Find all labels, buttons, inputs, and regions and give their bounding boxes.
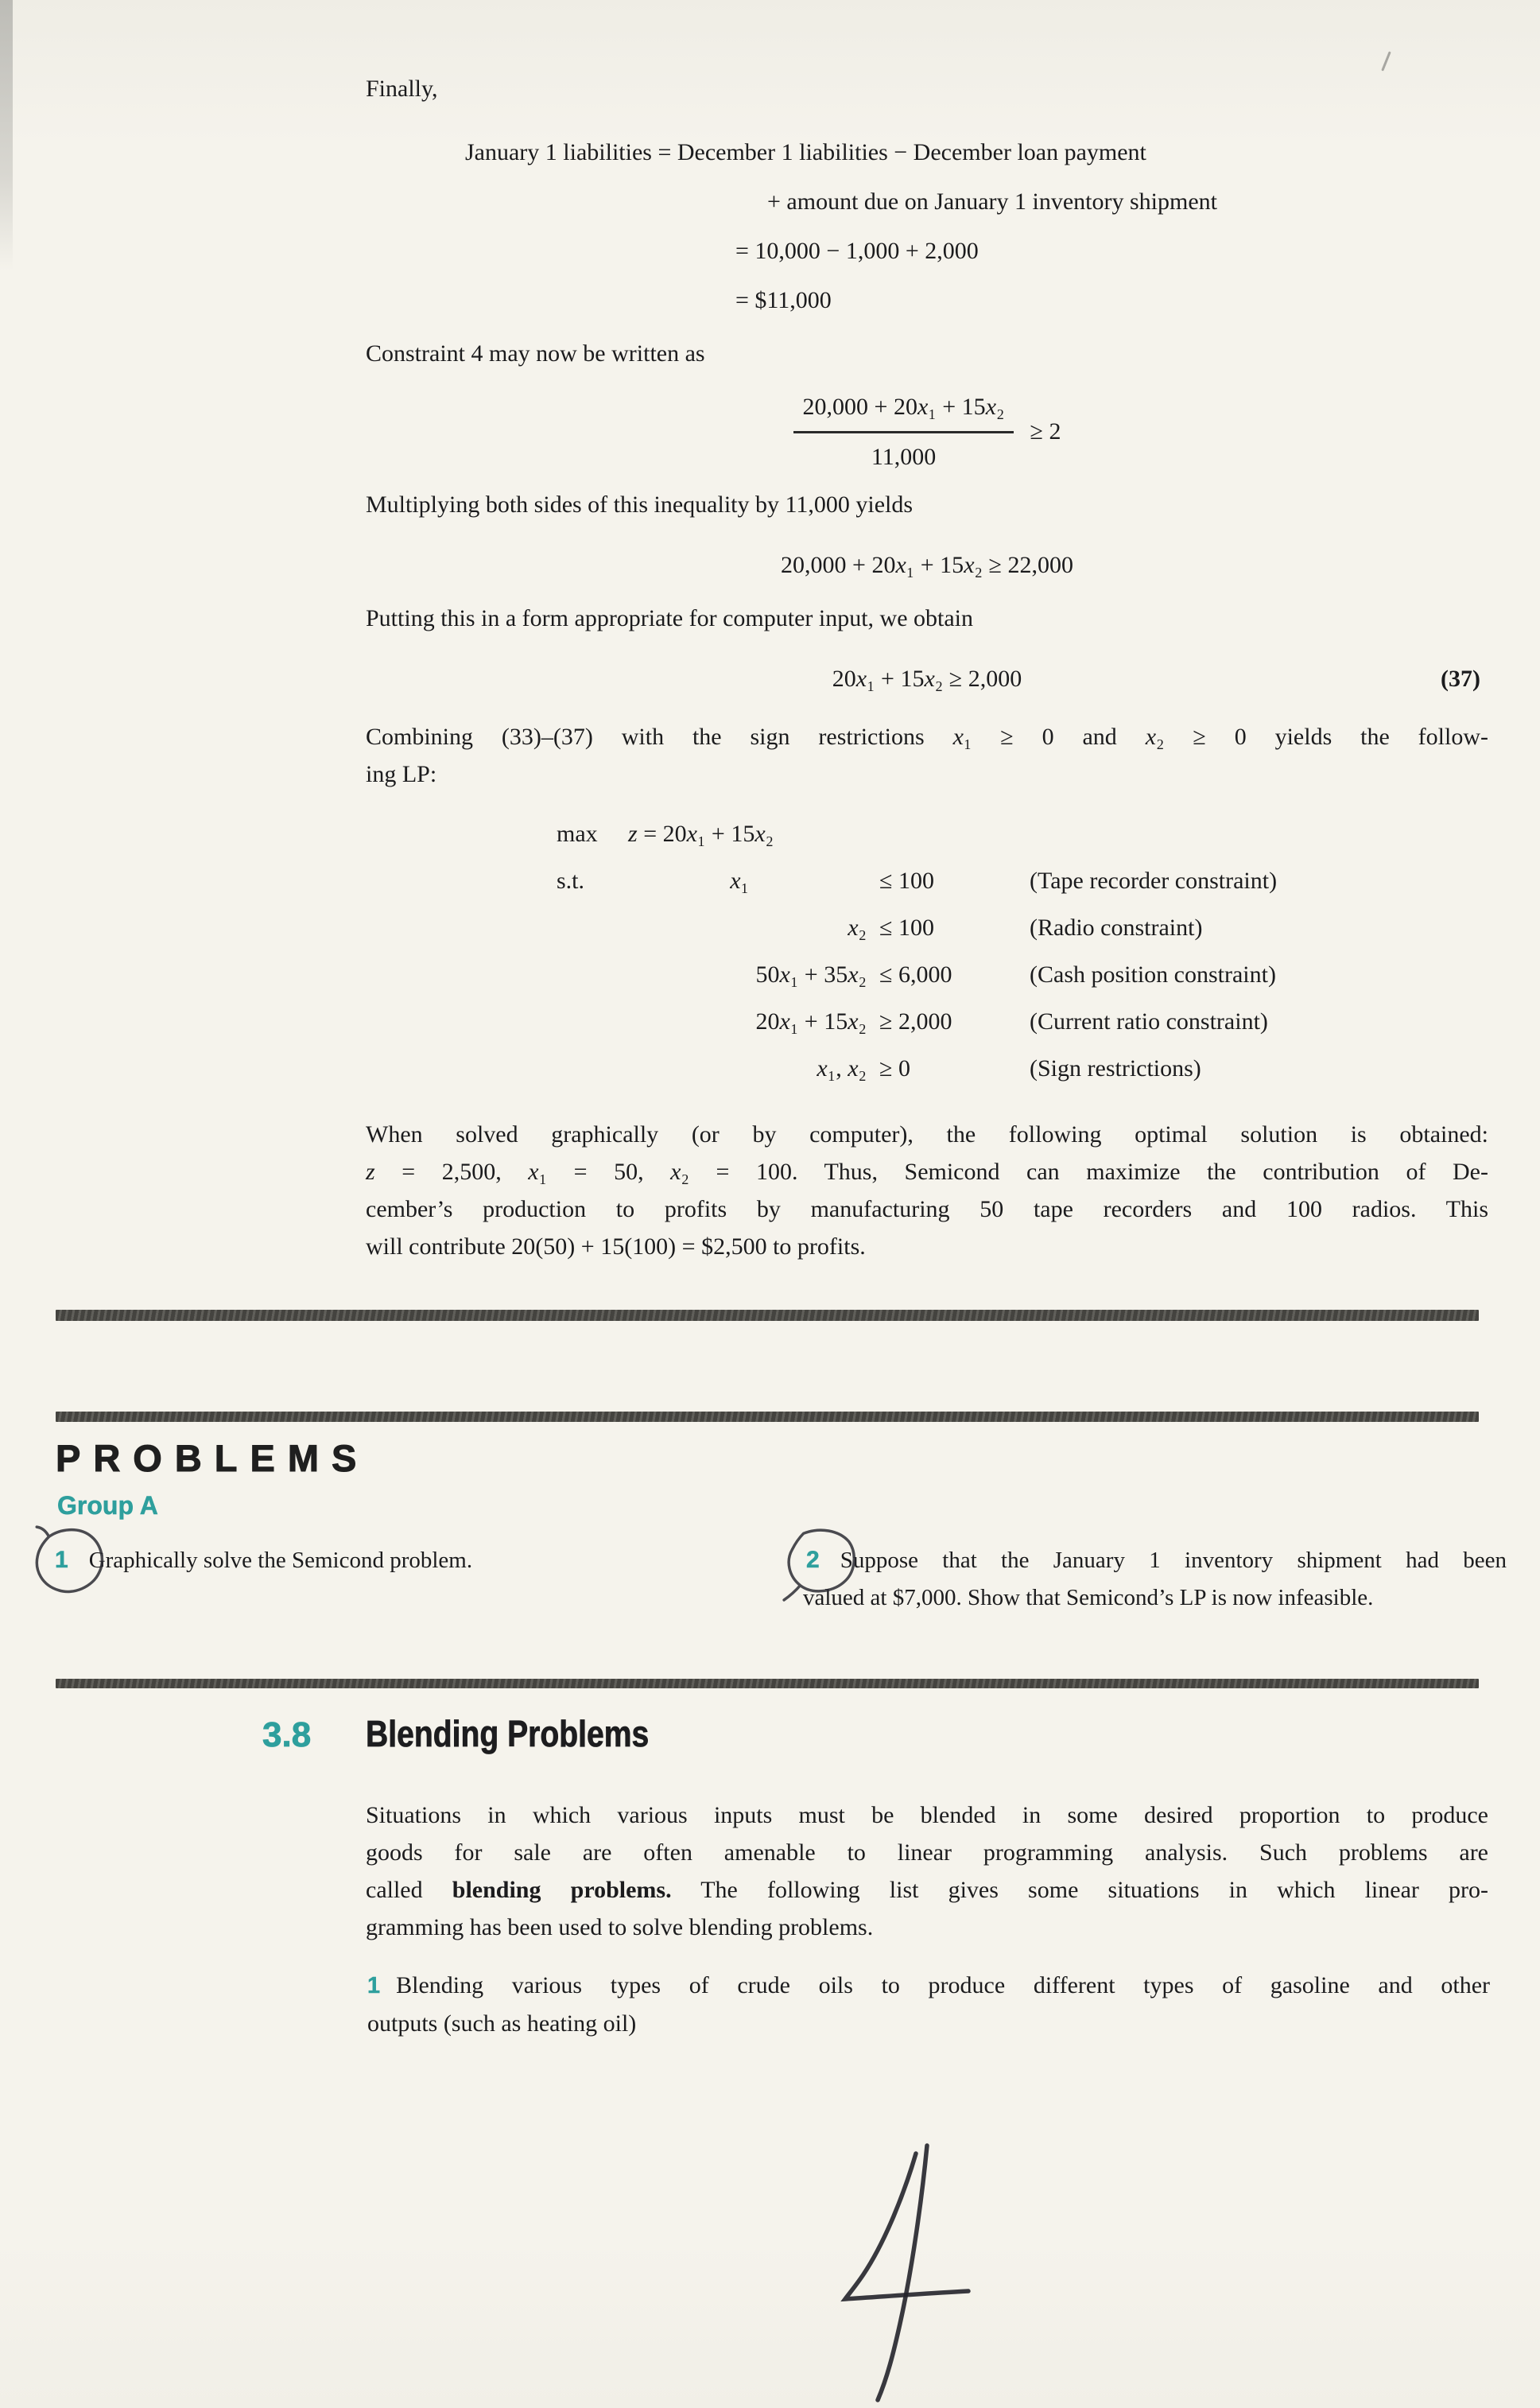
finally-line: Finally, [366,76,438,102]
lp-constraint-label: (Cash position constraint) [1030,961,1276,988]
problem-2-line-1 [803,1541,1507,1579]
list-item-line: outputs (such as heating oil) [367,2010,637,2037]
paragraph-segment: The following list gives some situations in which linear pro- [671,1877,1489,1903]
problem-number-text: 2 [806,1547,820,1573]
divider-rule [56,1412,1479,1422]
bold-term: blending problems. [452,1877,672,1903]
paragraph-line [366,1871,1488,1909]
equation-37-row [366,659,1488,699]
putting-line: Putting this in a form appropriate for computer input, we obtain [366,605,974,631]
lp-max-keyword: max [557,821,598,847]
lp-constraint-row [557,1045,1488,1092]
lp-constraint-label: (Sign restrictions) [1030,1055,1201,1082]
lp-constraint-label: (Tape recorder constraint) [1030,868,1278,894]
fraction-relation: ≥ 2 [1030,418,1061,445]
paragraph-line: Situations in which various inputs must be blended in some desired proportion to produce [366,1802,1488,1828]
scan-edge-artifact [0,0,13,270]
fraction-denominator: 11,000 [871,444,937,470]
list-item-line [367,1967,1490,2005]
handwritten-numeral-4 [811,2139,986,2406]
equation-number: (37) [1441,666,1480,692]
equation-line: + amount due on January 1 inventory shipment [767,188,1217,215]
fraction [793,388,1014,475]
constraint4-line: Constraint 4 may now be written as [366,340,705,367]
problem-1-text: Graphically solve the Semicond problem. [88,1548,473,1573]
liabilities-equation-block [366,128,1488,325]
divider-rule [56,1310,1479,1321]
lp-constraint-label: (Current ratio constraint) [1030,1008,1268,1035]
section-number: 3.8 [262,1715,312,1754]
problem-2-number [803,1541,823,1579]
section-title: Blending Problems [366,1713,650,1754]
divider-rule [56,1679,1479,1688]
paragraph-line: ing LP: [366,761,437,787]
lp-objective-row [557,810,1488,857]
paragraph-line: cember’s production to profits by manufacturing 50 tape recorders and 100 radios. This [366,1196,1488,1222]
problem-2-text: Suppose that the January 1 inventory shipment had been [840,1548,1507,1573]
problems-heading: PROBLEMS [56,1437,370,1479]
paragraph-line: Combining (33)–(37) with the sign restrictions x₁ ≥ 0 and x₂ ≥ 0 yields the follow- [366,724,1488,750]
paragraph-line: will contribute 20(50) + 15(100) = $2,500 to profits. [366,1233,866,1260]
section-heading [262,1712,1540,1755]
problem-2 [803,1541,1507,1617]
lp-formulation [557,810,1488,1092]
equation-line: January 1 liabilities = December 1 liabilities − December loan payment [465,139,1146,165]
lp-lhs: x₁ [730,868,749,894]
paragraph-line: When solved graphically (or by computer), the following optimal solution is obtained: [366,1121,1488,1148]
lp-lhs: 20x₁ + 15x₂ [755,1008,867,1035]
lp-constraint-row [557,951,1488,998]
lp-lhs: x₂ [848,915,867,941]
blending-intro-paragraph [366,1796,1488,1946]
equation-line: = $11,000 [735,287,832,313]
list-item-number: 1 [367,1973,381,1998]
lp-constraint-row [557,857,1488,904]
current-ratio-equation [366,388,1488,475]
paragraph-segment: called [366,1877,452,1903]
problem-number-text: 1 [55,1547,68,1573]
combining-paragraph [366,718,1488,793]
problems-columns [52,1541,1540,1617]
lp-relation-rhs: ≥ 2,000 [879,1008,952,1035]
equation-37: 20x₁ + 15x₂ ≥ 2,000 [832,666,1022,692]
multiplying-line: Multiplying both sides of this inequality by 11,000 yields [366,491,914,518]
blending-list-item-1 [367,1967,1490,2042]
lp-relation-rhs: ≤ 6,000 [879,961,952,988]
lp-relation-rhs: ≥ 0 [879,1055,910,1082]
paragraph-line: z = 2,500, x₁ = 50, x₂ = 100. Thus, Semicond can maximize the contribution of De- [366,1159,1488,1185]
lp-st-keyword: s.t. [557,868,585,894]
fraction-numerator: 20,000 + 20x₁ + 15x₂ [793,388,1014,433]
list-item-text: Blending various types of crude oils to produce different types of gasoline and other [396,1972,1490,1998]
main-text-column [366,0,1488,1265]
paragraph-line: goods for sale are often amenable to linear programming analysis. Such problems are [366,1839,1488,1866]
multiplied-equation: 20,000 + 20x₁ + 15x₂ ≥ 22,000 [781,552,1073,578]
lp-constraint-row [557,904,1488,951]
lp-relation-rhs: ≤ 100 [879,915,934,941]
solution-paragraph [366,1116,1488,1265]
lp-relation-rhs: ≤ 100 [879,868,934,894]
paragraph-line: gramming has been used to solve blending problems. [366,1914,874,1940]
lp-lhs: 50x₁ + 35x₂ [755,961,867,988]
equation-line: = 10,000 − 1,000 + 2,000 [735,238,979,264]
lp-constraint-row [557,998,1488,1045]
group-a-heading: Group A [57,1491,158,1520]
problem-1-number [52,1541,72,1579]
lp-objective: z = 20x₁ + 15x₂ [628,821,774,847]
lp-constraint-label: (Radio constraint) [1030,915,1203,941]
problem-1 [52,1541,803,1617]
problem-2-line-2: valued at $7,000. Show that Semicond’s LP is now infeasible. [803,1585,1374,1610]
lp-lhs: x₁, x₂ [817,1055,867,1082]
